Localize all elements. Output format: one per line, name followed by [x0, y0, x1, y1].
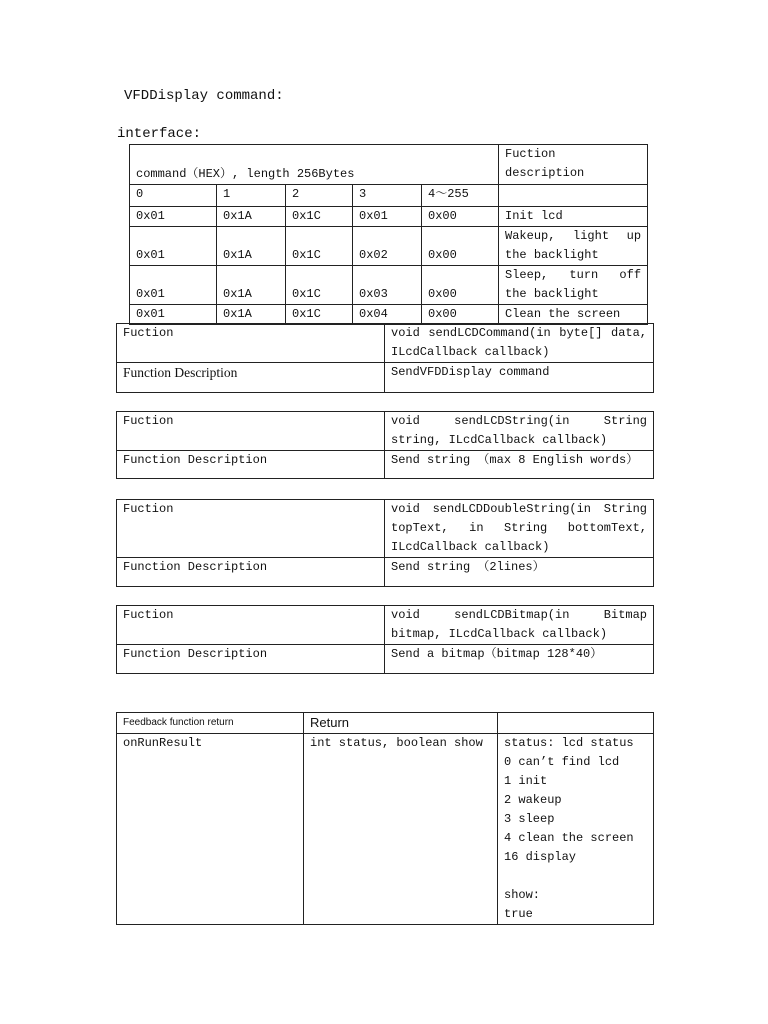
function-description-label-cell: Function Description: [117, 645, 385, 674]
byte-index-cell: 3: [353, 185, 422, 207]
command-row: [130, 305, 648, 325]
function-signature-cell: void sendLCDDoubleString(in String topText, in String bottomText, ILcdCallback callback): [385, 500, 654, 558]
byte-value-cell: 0x00: [422, 207, 499, 227]
function-description-label-cell: Function Description: [117, 558, 385, 587]
command-table-header-row: [130, 145, 648, 185]
byte-value-cell: 0x01: [130, 227, 217, 266]
byte-value-cell: 0x03: [353, 266, 422, 305]
feedback-table: [116, 712, 654, 925]
interface-label: interface:: [117, 126, 202, 142]
byte-index-cell: 1: [217, 185, 286, 207]
command-header-cell: command（HEX）, length 256Bytes: [130, 145, 499, 185]
byte-index-cell: 2: [286, 185, 353, 207]
command-description-cell: Init lcd: [499, 207, 648, 227]
function-description-cell: Send string （max 8 English words）: [385, 451, 654, 479]
function-label-cell: Fuction: [117, 500, 385, 558]
callback-name-cell: onRunResult: [117, 734, 304, 925]
byte-index-cell: 4～255: [422, 185, 499, 207]
function-description-label-cell: Function Description: [117, 363, 385, 393]
command-row: [130, 227, 648, 266]
function-label-cell: Fuction: [117, 412, 385, 451]
command-title: VFDDisplay command:: [124, 88, 284, 104]
function-table-send-lcd-string: [116, 411, 654, 479]
function-description-row: [117, 558, 654, 587]
feedback-row: [117, 734, 654, 925]
function-label-cell: Fuction: [117, 324, 385, 363]
byte-value-cell: 0x1A: [217, 227, 286, 266]
callback-params-cell: int status, boolean show: [304, 734, 498, 925]
byte-value-cell: 0x01: [130, 207, 217, 227]
byte-value-cell: 0x1C: [286, 266, 353, 305]
function-table-send-lcd-bitmap: [116, 605, 654, 674]
command-description-cell: Sleep, turn off the backlight: [499, 266, 648, 305]
byte-value-cell: 0x00: [422, 266, 499, 305]
function-description-row: [117, 645, 654, 674]
byte-value-cell: 0x1A: [217, 207, 286, 227]
feedback-header-cell: Feedback function return: [117, 713, 304, 734]
function-signature-cell: void sendLCDBitmap(in Bitmap bitmap, ILcdCallback callback): [385, 606, 654, 645]
command-row: [130, 207, 648, 227]
byte-value-cell: 0x1A: [217, 266, 286, 305]
function-signature-cell: void sendLCDCommand(in byte[] data, ILcdCallback callback): [385, 324, 654, 363]
byte-index-row: [130, 185, 648, 207]
byte-index-cell: [499, 185, 648, 207]
function-description-cell: Send string （2lines）: [385, 558, 654, 587]
byte-index-cell: 0: [130, 185, 217, 207]
function-description-row: [117, 451, 654, 479]
command-description-cell: Wakeup, light up the backlight: [499, 227, 648, 266]
command-row: [130, 266, 648, 305]
function-table-send-lcd-double-string: [116, 499, 654, 587]
function-description-cell: Send a bitmap（bitmap 128*40）: [385, 645, 654, 674]
callback-description-cell: status: lcd status 0 can’t find lcd 1 init 2 wakeup 3 sleep 4 clean the screen 16 display show: true: [498, 734, 654, 925]
function-row: [117, 412, 654, 451]
command-table: [129, 144, 648, 325]
function-description-label-cell: Function Description: [117, 451, 385, 479]
function-signature-cell: void sendLCDString(in String string, ILcdCallback callback): [385, 412, 654, 451]
function-description-row: [117, 363, 654, 393]
byte-value-cell: 0x01: [353, 207, 422, 227]
byte-value-cell: 0x01: [130, 266, 217, 305]
byte-value-cell: 0x1C: [286, 207, 353, 227]
function-row: [117, 500, 654, 558]
byte-value-cell: 0x01: [130, 305, 217, 325]
function-description-cell: SendVFDDisplay command: [385, 363, 654, 393]
function-row: [117, 606, 654, 645]
byte-value-cell: 0x04: [353, 305, 422, 325]
function-row: [117, 324, 654, 363]
return-header-cell: Return: [304, 713, 498, 734]
byte-value-cell: 0x00: [422, 305, 499, 325]
function-description-header-cell: Fuction description: [499, 145, 648, 185]
byte-value-cell: 0x1C: [286, 227, 353, 266]
byte-value-cell: 0x00: [422, 227, 499, 266]
empty-header-cell: [498, 713, 654, 734]
function-table-send-lcd-command: [116, 323, 654, 393]
function-label-cell: Fuction: [117, 606, 385, 645]
byte-value-cell: 0x02: [353, 227, 422, 266]
byte-value-cell: 0x1C: [286, 305, 353, 325]
feedback-header-row: [117, 713, 654, 734]
command-description-cell: Clean the screen: [499, 305, 648, 325]
byte-value-cell: 0x1A: [217, 305, 286, 325]
